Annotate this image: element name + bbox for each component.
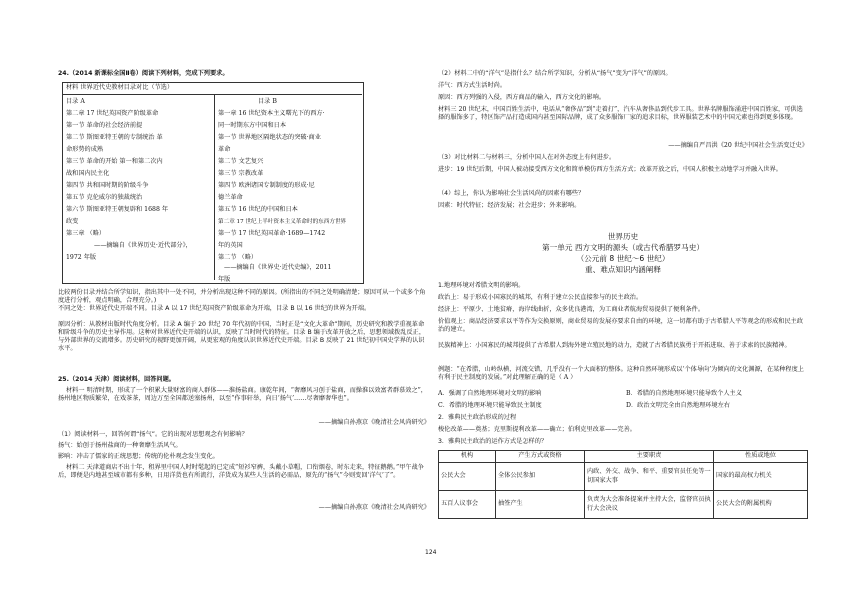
point-2-content: 梭伦改革——奠基；克里斯提利改革——确立；伯利克里改革——完善。: [438, 426, 636, 433]
option-c: C．希腊的地理环境只能导致民主制度: [438, 402, 542, 409]
section-title: 世界历史: [607, 232, 639, 241]
q24-intro: 24.（2014 新课标全国Ⅱ卷）阅读下列材料，完成下列要求。: [58, 70, 229, 77]
q25-question-1: （1）阅读材料一，回答何谓“扬气”。它的出现对思想观念有何影响？: [58, 431, 248, 438]
toc-b-line: 德兰革命: [218, 194, 243, 201]
toc-b-line: 第一章 16 世纪资本主义曙光下的西方·: [218, 110, 325, 117]
toc-a-line: 命形势的成熟: [66, 146, 104, 153]
q25-material-1: 材料一 明清时期，形成了一个积累大量财富的商人群体——淮扬盐商。康乾年间，“奢靡风习创于盐商，而操淮以效富者群慕效之”，扬州地区物质繁荣，在戏茶茶，周边万至全国都送塞扬州，以至“作事轩举，向日‘扬气’……尽奢靡奢华也”。: [58, 387, 427, 403]
q25-material-3-source: ——摘编自严昌洪《20 世纪中国社会生活变迁史》: [668, 142, 808, 149]
q25-material-2-source: ——摘编自孙燕京《晚清社会风尚研究》: [318, 504, 430, 511]
q25-answer-1b: 影响：冲击了儒家的正统思想；传统的伦朴观念发生变化。: [58, 453, 219, 460]
toc-a-title: 目录 A: [66, 98, 85, 105]
toc-a-line: 第二节 斯图亚特王朝的专制统治 革: [66, 134, 163, 141]
table-header: 性质或地位: [714, 451, 808, 463]
q25-answer-2b: 原因：西方列强的入侵，西方商品的输入，西方文化的影响。: [438, 94, 606, 101]
q25-material-1-source: ——摘编自孙燕京《晚清社会风尚研究》: [318, 419, 430, 426]
q25-question-2: （2）材料二中的“洋气”是指什么？结合所学知识，分析从“扬气”变为“洋气”的原因。: [438, 70, 672, 77]
table-row: [439, 491, 808, 519]
material-caption: 材料 世界近代史教材目录对比（节选）: [66, 84, 174, 91]
table-cell: 五百人议事会: [439, 491, 496, 519]
toc-b-title: 目录 B: [258, 98, 277, 105]
toc-b-line: 年的英国: [218, 242, 243, 249]
q24-question: 比较两份目录并结合所学知识，指出其中一处不同，并分析出现这种不同的原因。(所指出的不同之处明确清楚；原因可从一个或多个角度进行分析，观点明确，合理充分。): [58, 289, 426, 305]
table-cell: 内政、外交、战争、和平、重要官员任免等一切国家大事: [585, 463, 714, 491]
q24-answer-diff: 不同之处：世界近代史开端不同。目录 A 以 17 世纪英国资产阶级革命为开端，目录 B 以 16 世纪的世界为开端。: [58, 305, 371, 312]
table-cell: 全体公民参加: [496, 463, 585, 491]
option-b: B．希腊的自然地理环境只能导致个人主义: [626, 390, 742, 397]
toc-b-line: 第二章 17 世纪上半叶资本主义革命时的东西方世界: [218, 219, 347, 225]
point-2-heading: 2．雅典民主政治形成的过程: [438, 414, 517, 421]
q25-answer-2a: 洋气：西方式生活时尚。: [438, 82, 507, 89]
point-3-heading: 3．雅典民主政治的运作方式是怎样的？: [438, 438, 548, 445]
toc-a-line: 第三节 革命的开始 第一和第二次内: [66, 158, 163, 165]
toc-b-line: 第一节 世界地区隔绝状态的突破·商业: [218, 134, 321, 141]
point-1-spirit: 民族精神上：小国寡民的城邦提供了古希腊人到海外建立殖民地的动力，造就了古希腊民族勇于开拓进取、善于求索的民族精神。: [438, 342, 791, 349]
toc-header-line: [62, 94, 362, 95]
q25-answer-3: 进步：19 世纪后期，中国人被动接受西方文化和简单模仿西方生活方式；改革开放之后，中国人积极主动地学习并融入世界。: [438, 166, 782, 173]
example-question: 例题：“在希腊，山岭纵横，河流交错，几乎没有一个大面积的整体。这种自然环境形成以‘个体导向’为倾向的文化渊源，在某种程度上有利于民主制度的发展。”对此理解正确的是（ A ）: [438, 366, 804, 382]
toc-b-line: 革命: [218, 146, 231, 153]
toc-b-line: 第一节 17 世纪英国革命·1689—1742: [218, 230, 326, 237]
toc-a-line: 第五节 克伦威尔的独裁统治: [66, 194, 143, 201]
q24-answer-reason: 原因分析：从教材出版时代角度分析。目录 A 编于 20 世纪 70 年代初的中国，当时正是“文化大革命”期间，历史研究和教学重视革命和阶级斗争的历史主导作用。这种对世界近代史开端的认识，反映了当时时代的特征。目录 B 编于改革开放之后，思想领域拨乱反正，与外部世界的交流增多。历史研究的视野更加开阔，从更宏观的角度认识世界近代史开端。目录 B 反映了 21 世纪初中国史学界的认识水平。: [58, 321, 426, 353]
table-header: 产生方式或资格: [496, 451, 585, 463]
table-header: 机构: [439, 451, 496, 463]
q25-intro: 25.（2014 天津）阅读材料，回答问题。: [58, 376, 175, 383]
toc-b-line: 第二节 （略）: [218, 254, 258, 261]
period-title: （公元前 8 世纪～6 世纪）: [576, 254, 670, 263]
toc-a-line: 战和国内民主化: [66, 170, 110, 177]
toc-b-year: 年版: [218, 276, 231, 283]
toc-a-line: 第一节 革命的社会经济前提: [66, 122, 143, 129]
q25-answer-1a: 扬气：始创于扬州盐商的一种奢靡生活风气。: [58, 442, 182, 449]
toc-a-line: 第二章 17 世纪英国资产阶级革命: [66, 110, 159, 117]
table-cell: 抽签产生: [496, 491, 585, 519]
option-d: D．政治文明完全由自然地理环境左右: [626, 402, 730, 409]
table-cell: 负责为大会准备提案并主持大会，监督官员执行大会决议: [585, 491, 714, 519]
q25-question-4: （4）综上，你认为影响社会生活风尚的因素有哪些？: [438, 190, 585, 197]
toc-b-line: 第五节 16 世纪的中国和日本: [218, 206, 298, 213]
athens-democracy-table: [438, 450, 808, 519]
toc-a-line: 政变: [66, 218, 79, 225]
toc-b: [218, 96, 346, 264]
q25-question-3: （3）对比材料二与材料三，分析中国人在对外态度上有何进步。: [438, 154, 616, 161]
table-cell: 国家的最高权力机关: [714, 463, 808, 491]
point-1-heading: 1.地理环境对希腊文明的影响。: [438, 282, 525, 289]
point-1-politics: 政治上：易于形成小国寡民的城邦，有利于建立公民直接参与的民主政治。: [438, 294, 643, 301]
toc-a: [66, 96, 192, 264]
q25-answer-4: 因素：时代特征；经济发展；社会进步；外来影响。: [438, 202, 581, 209]
option-a: A．强调了自然地理环境对文明的影响: [438, 390, 542, 397]
toc-b-source: ——摘编自《世界史·近代史编》，2011: [224, 264, 332, 271]
toc-a-line: 第四节 共和国时期的阶级斗争: [66, 182, 149, 189]
toc-divider: [214, 94, 215, 280]
table-cell: 公民大会的附属机构: [714, 491, 808, 519]
toc-b-line: 同一时期东方中国和日本: [218, 122, 287, 129]
toc-b-line: 第四节 欧洲诸国专制制度的形成·尼: [218, 182, 315, 189]
toc-b-line: 第三节 宗教改革: [218, 170, 264, 177]
unit-title: 第一单元 西方文明的源头（或古代希腊罗马史）: [542, 243, 704, 252]
q25-material-2: 材料二 天津道商店不出十年，租界里中国人时时髦起的已定成“短衫窄裤，头戴小草帽，口衔烟卷，时东走来，特征鹅鹅。”甲午战争后，即便是内地甚至城市都有多种，日用洋货也有所流行，洋货成为某些人生活的必需品，原先的“扬气”今则变回‘洋气’了”。: [58, 464, 424, 480]
toc-a-source: ——摘编自《世界历史·近代部分》，: [94, 242, 192, 249]
table-header: 主要职责: [585, 451, 714, 463]
page-number: 124: [425, 549, 437, 556]
point-1-values: 价值观上：商品经济要求以平等作为交换原则，商业贸易的发展亦要求自由的环境，这一切都有助于古希腊人平等观念的形成和民主政治的建立。: [438, 318, 804, 334]
toc-a-year: 1972 年版: [66, 254, 97, 261]
toc-b-line: 第二节 文艺复兴: [218, 158, 264, 165]
table-cell: 公民大会: [439, 463, 496, 491]
toc-a-line: 第六节 斯图亚特王朝复辟和 1688 年: [66, 206, 169, 213]
key-points-title: 重、难点知识内涵阐释: [585, 265, 661, 274]
point-1-economy: 经济上：平原少、土地贫瘠，海岸线曲折，众多优良港湾，为工商业者航海贸易提供了便利条件。: [438, 306, 705, 313]
table-header-row: [439, 451, 808, 463]
q25-material-3: 材料三 20 世纪末，中国百姓生活中，电话从“奢侈品”到“走着打”，汽车从奢侈品到代步工具。世界名牌服饰涌进中国百姓家，可供选择的服饰多了，特区饰产品打造成国内甚至国际品牌，成了众多服饰厂家的追求目标，世界服装艺术中的中国元素也得到更多体现。: [438, 106, 803, 122]
table-row: [439, 463, 808, 491]
toc-a-line: 第三章 （略）: [66, 230, 106, 237]
